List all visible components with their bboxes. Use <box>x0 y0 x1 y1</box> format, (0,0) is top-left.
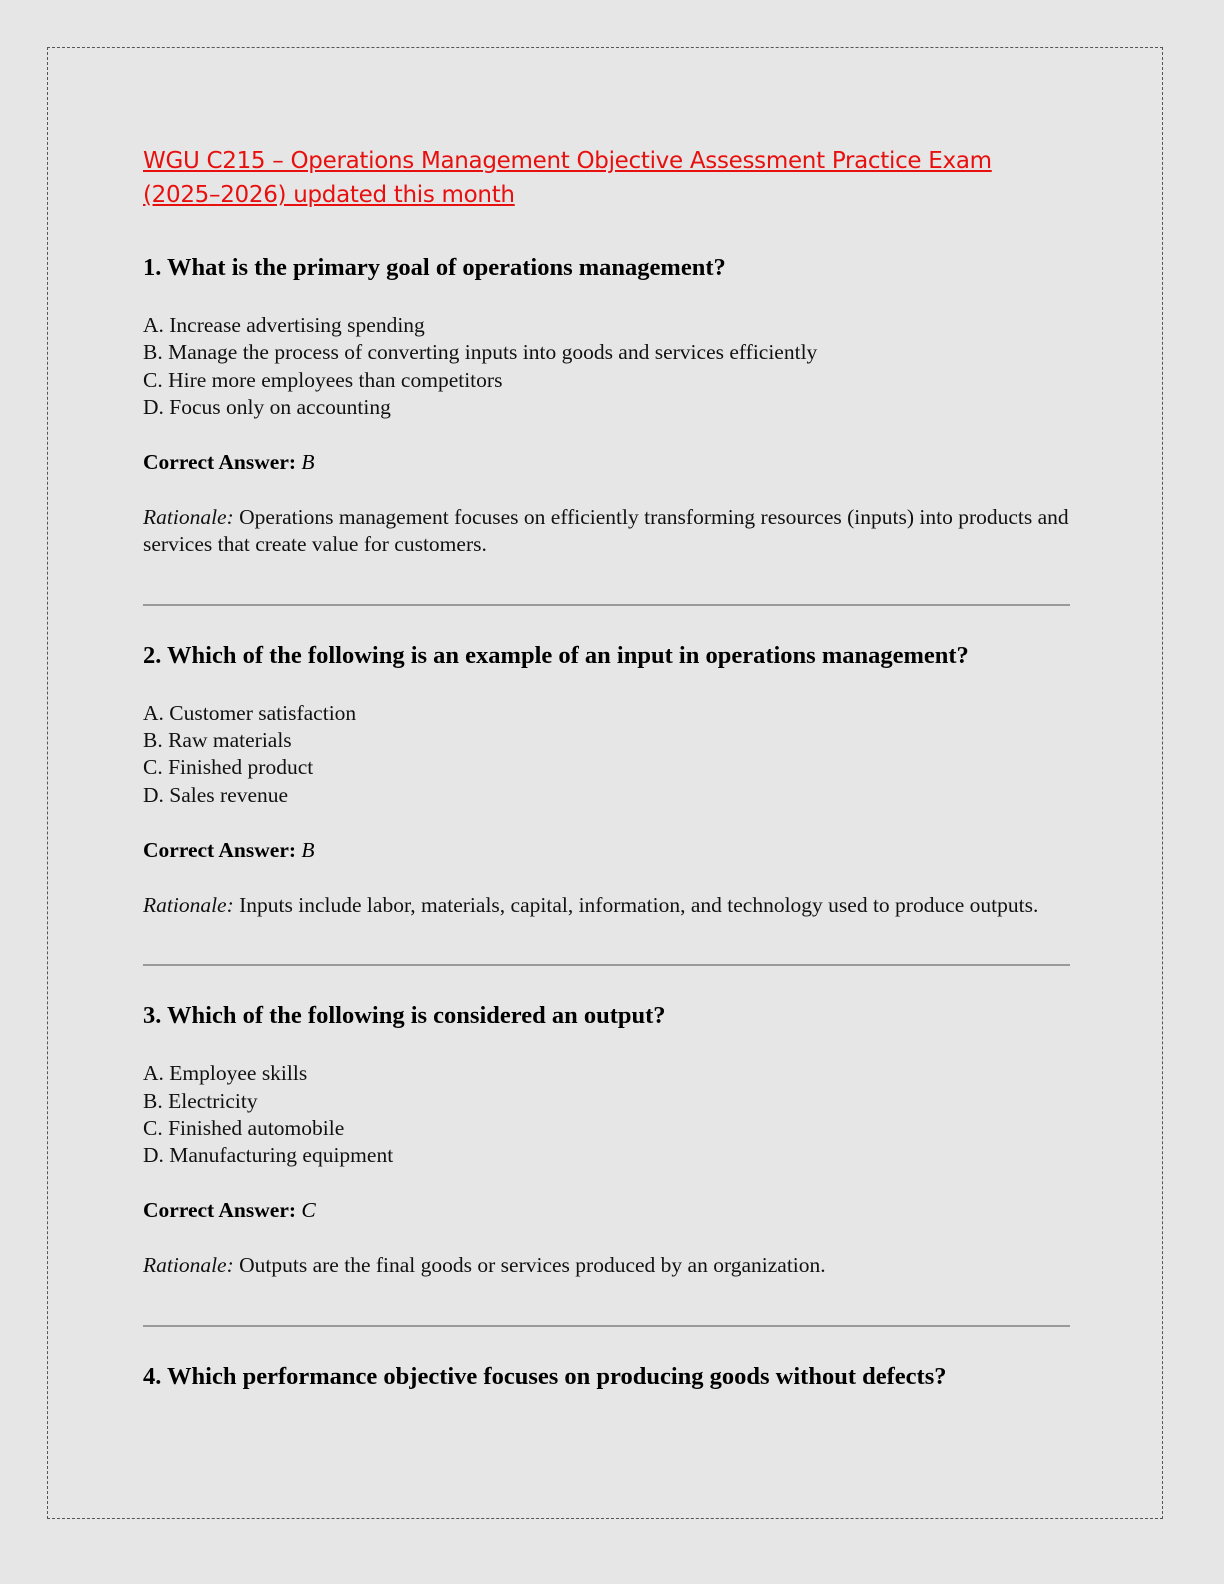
correct-answer-label: Correct Answer: <box>143 837 297 862</box>
document-body <box>143 144 1073 1392</box>
rationale-text: Outputs are the final goods or services produced by an organization. <box>239 1253 826 1278</box>
question-2-options <box>143 700 1073 809</box>
option-item: C. Finished automobile <box>143 1115 345 1140</box>
option-item: D. Sales revenue <box>143 782 289 807</box>
question-2-correct-answer <box>143 836 1073 864</box>
question-4-heading: 4. Which performance objective focuses on producing goods without defects? <box>143 1362 947 1390</box>
section-divider <box>143 604 1070 606</box>
option-item: A. Increase advertising spending <box>143 313 425 337</box>
rationale-label: Rationale: <box>143 892 234 917</box>
section-divider <box>143 964 1070 966</box>
correct-answer-value: B <box>301 837 315 862</box>
question-2-rationale <box>143 892 1073 919</box>
option-item: B. Raw materials <box>143 728 292 753</box>
option-item: A. Customer satisfaction <box>143 700 357 725</box>
document-title-link[interactable]: WGU C215 – Operations Management Objective Assessment Practice Exam (2025–2026) updated this month <box>143 148 992 208</box>
question-1-rationale <box>143 504 1073 559</box>
question-3-rationale <box>143 1252 1073 1279</box>
option-item: D. Focus only on accounting <box>143 394 391 419</box>
correct-answer-value: B <box>301 450 315 475</box>
correct-answer-value: C <box>301 1198 316 1223</box>
option-item: D. Manufacturing equipment <box>143 1143 394 1168</box>
rationale-text: Operations management focuses on efficiently transforming resources (inputs) into products and services that create value for customers. <box>143 505 1069 557</box>
rationale-text: Inputs include labor, materials, capital, information, and technology used to produce outputs. <box>239 892 1039 917</box>
option-item: B. Electricity <box>143 1088 258 1113</box>
option-item: C. Finished product <box>143 755 314 780</box>
question-3-correct-answer <box>143 1196 1073 1224</box>
option-item: C. Hire more employees than competitors <box>143 367 503 392</box>
question-1-heading: 1. What is the primary goal of operations management? <box>143 254 726 281</box>
correct-answer-label: Correct Answer: <box>143 450 297 475</box>
question-3-heading: 3. Which of the following is considered an output? <box>143 1002 666 1030</box>
option-item: B. Manage the process of converting inputs into goods and services efficiently <box>143 340 818 365</box>
section-divider <box>143 1325 1070 1327</box>
question-2-heading: 2. Which of the following is an example of an input in operations management? <box>143 641 969 669</box>
option-item: A. Employee skills <box>143 1061 308 1086</box>
question-1-correct-answer <box>143 448 1073 476</box>
question-3-options <box>143 1060 1073 1169</box>
question-1-options <box>143 312 1073 421</box>
correct-answer-label: Correct Answer: <box>143 1198 297 1223</box>
rationale-label: Rationale: <box>143 1253 234 1278</box>
rationale-label: Rationale: <box>143 505 234 530</box>
